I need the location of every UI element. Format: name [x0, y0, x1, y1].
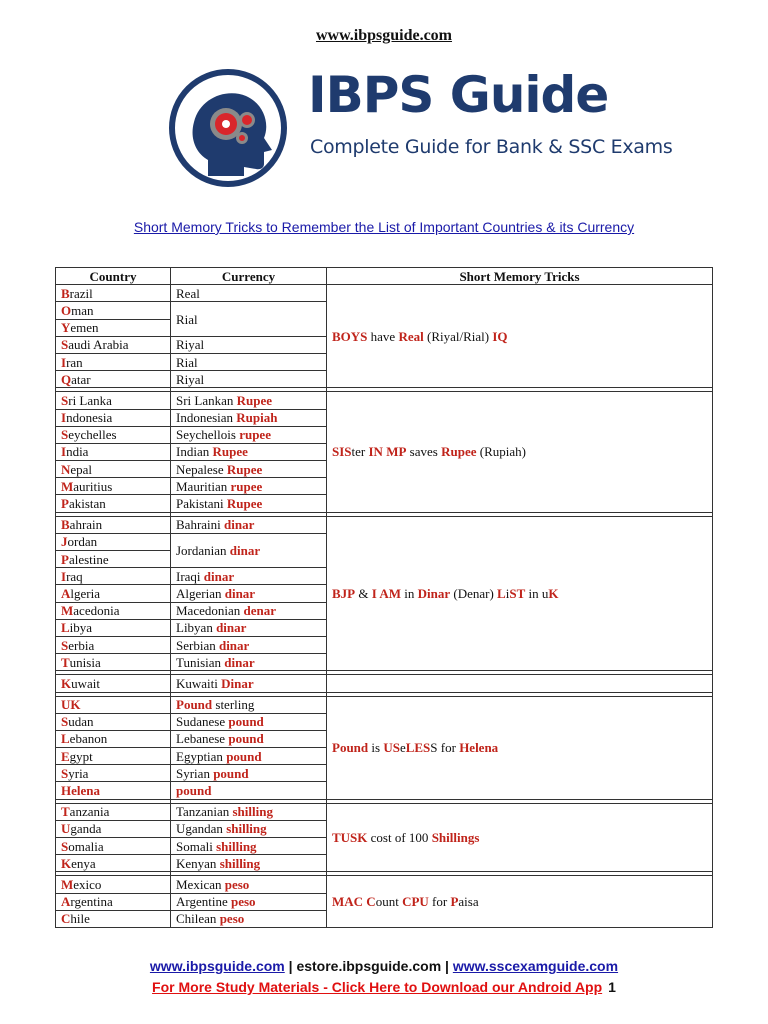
trick-text: i: [505, 585, 510, 601]
country-initial: B: [61, 517, 70, 533]
country-initial: S: [61, 838, 69, 854]
country-initial: N: [61, 461, 71, 477]
country-rest: epal: [70, 461, 93, 477]
country-rest: eychelles: [68, 427, 117, 443]
country-initial: Helena: [61, 783, 100, 799]
trick-text: e: [399, 740, 406, 756]
trick-text: &: [355, 585, 372, 601]
country-initial: S: [61, 637, 69, 653]
country-rest: uwait: [71, 675, 101, 691]
currency-text: Riyal: [176, 371, 205, 387]
trick-text: SIS: [332, 444, 352, 460]
country-initial: A: [61, 894, 71, 910]
country-cell: [56, 876, 171, 893]
country-initial: M: [61, 478, 74, 494]
country-cell: [56, 353, 171, 370]
country-rest: yria: [68, 765, 89, 781]
currency-text: Seychellois: [176, 427, 240, 443]
currency-cell: [171, 533, 327, 567]
table-row: [56, 876, 713, 893]
currency-text: Rial: [176, 311, 198, 327]
memory-trick-cell: [327, 392, 713, 512]
download-app-link[interactable]: For More Study Materials - Click Here to Download our Android App: [152, 979, 603, 995]
currency-text: Tunisian: [176, 654, 225, 670]
currency-text: denar: [243, 603, 277, 619]
currency-text: rupee: [230, 478, 263, 494]
country-initial: C: [61, 911, 71, 927]
country-cell: [56, 443, 171, 460]
trick-text: US: [383, 740, 400, 756]
country-cell: [56, 371, 171, 388]
currency-text: Pakistani: [176, 496, 227, 512]
currency-text: Serbian: [176, 637, 219, 653]
trick-text: K: [548, 585, 559, 601]
trick-text: Shillings: [431, 830, 480, 845]
currency-cell: [171, 748, 327, 765]
trick-text: S for: [430, 740, 460, 756]
currency-text: Chilean: [176, 911, 220, 927]
currency-text: Rupee: [236, 392, 273, 408]
country-cell: [56, 910, 171, 927]
country-rest: udan: [68, 714, 94, 730]
trick-text: in u: [525, 585, 549, 601]
country-cell: [56, 585, 171, 602]
currency-cell: [171, 675, 327, 692]
trick-text: ter: [351, 444, 369, 460]
trick-text: have: [367, 328, 399, 344]
currency-cell: [171, 730, 327, 747]
currency-text: Algerian: [176, 585, 225, 601]
page-number: 1: [608, 979, 616, 995]
memory-trick-cell: [327, 803, 713, 872]
currency-text: Kuwaiti: [176, 675, 222, 691]
currency-text: Rupee: [212, 444, 248, 460]
currency-cell: [171, 803, 327, 820]
currency-text: Somali: [176, 838, 217, 854]
memory-trick-cell: [327, 516, 713, 671]
currency-text: Sri Lankan: [176, 392, 237, 408]
country-cell: [56, 803, 171, 820]
currency-text: shilling: [216, 838, 257, 854]
trick-text: L: [497, 585, 506, 601]
currency-cell: [171, 426, 327, 443]
trick-text: BOYS: [332, 328, 368, 344]
country-initial: S: [61, 392, 69, 408]
currency-text: shilling: [219, 855, 261, 871]
trick-text: Real: [398, 328, 424, 344]
country-rest: acedonia: [73, 603, 120, 619]
currency-text: shilling: [226, 821, 267, 837]
country-initial: Y: [61, 320, 71, 336]
country-cell: [56, 461, 171, 478]
currency-text: pound: [226, 748, 262, 764]
footer-link-sscexamguide[interactable]: www.sscexamguide.com: [452, 958, 619, 974]
currency-cell: [171, 409, 327, 426]
currency-text: Kenyan: [176, 855, 220, 871]
country-initial: T: [61, 654, 70, 670]
currency-text: Dinar: [221, 675, 254, 691]
country-rest: rgentina: [70, 894, 113, 910]
country-cell: [56, 285, 171, 302]
country-rest: ndonesia: [66, 410, 113, 426]
country-initial: I: [61, 410, 67, 426]
table-row: [56, 392, 713, 409]
country-rest: ordan: [67, 534, 98, 550]
country-rest: ebanon: [69, 731, 108, 747]
currency-cell: [171, 765, 327, 782]
currency-text: Mexican: [176, 876, 225, 892]
country-rest: gypt: [69, 748, 93, 764]
currency-cell: [171, 516, 327, 533]
country-initial: I: [61, 444, 67, 460]
country-cell: [56, 675, 171, 692]
country-initial: UK: [61, 697, 81, 713]
country-rest: anzania: [69, 804, 110, 820]
country-initial: M: [61, 876, 74, 892]
currency-cell: [171, 461, 327, 478]
currency-cell: [171, 654, 327, 671]
trick-text: (Riyal/Rial): [423, 328, 493, 344]
country-cell: [56, 568, 171, 585]
currency-text: peso: [224, 876, 250, 892]
trick-text: LES: [405, 740, 431, 756]
country-cell: [56, 533, 171, 550]
currency-text: dinar: [224, 517, 255, 533]
country-rest: emen: [70, 320, 99, 336]
country-initial: Q: [61, 371, 72, 387]
trick-text: TUSK: [332, 830, 368, 845]
country-rest: omalia: [68, 838, 104, 854]
currency-text: Rial: [176, 354, 198, 370]
country-rest: audi Arabia: [68, 337, 129, 353]
country-rest: exico: [73, 876, 102, 892]
table-row: [56, 285, 713, 302]
currency-text: Syrian: [176, 765, 214, 781]
trick-text: Pound: [332, 740, 369, 756]
country-rest: alestine: [68, 551, 109, 567]
currency-cell: [171, 820, 327, 837]
currency-text: Pound: [176, 697, 213, 713]
table-row: [56, 675, 713, 692]
column-header: Short Memory Tricks: [327, 268, 713, 285]
currency-text: Macedonian: [176, 603, 244, 619]
currency-text: rupee: [239, 427, 271, 443]
trick-text: saves: [406, 444, 442, 460]
currency-cell: [171, 353, 327, 370]
currency-cell: [171, 302, 327, 336]
country-cell: [56, 409, 171, 426]
trick-text: I AM: [371, 585, 401, 601]
trick-text: BJP: [332, 585, 356, 601]
memory-trick-cell: [327, 285, 713, 388]
country-initial: K: [61, 855, 72, 871]
currency-text: Iraqi: [176, 568, 204, 584]
trick-text: ST: [509, 585, 526, 601]
country-initial: M: [61, 603, 74, 619]
country-cell: [56, 392, 171, 409]
trick-text: Dinar: [417, 585, 451, 601]
brand-name: IBPS Guide: [308, 66, 609, 124]
trick-text: IQ: [492, 328, 508, 344]
memory-trick-cell: [327, 876, 713, 928]
currency-text: dinar: [224, 654, 255, 670]
currency-text: pound: [176, 783, 212, 799]
currency-text: dinar: [203, 568, 235, 584]
country-rest: unisia: [69, 654, 101, 670]
country-cell: [56, 495, 171, 512]
country-rest: erbia: [68, 637, 95, 653]
country-rest: ri Lanka: [68, 392, 112, 408]
country-cell: [56, 654, 171, 671]
currency-cell: [171, 443, 327, 460]
footer-link-ibpsguide[interactable]: www.ibpsguide.com: [149, 958, 285, 974]
country-rest: auritius: [73, 478, 113, 494]
currency-cell: [171, 855, 327, 872]
currency-text: Mauritian: [176, 478, 231, 494]
currency-text: Nepalese: [176, 461, 227, 477]
country-initial: O: [61, 302, 72, 318]
currency-cell: [171, 910, 327, 927]
currency-text: Tanzanian: [176, 804, 233, 820]
country-cell: [56, 302, 171, 319]
country-initial: L: [61, 620, 70, 636]
currency-cell: [171, 838, 327, 855]
footer-links: [0, 958, 768, 974]
trick-text: CPU: [402, 894, 429, 910]
currency-text: Ugandan: [176, 821, 227, 837]
country-initial: S: [61, 337, 69, 353]
currency-text: Riyal: [176, 337, 205, 353]
currency-text: dinar: [224, 585, 256, 601]
country-cell: [56, 838, 171, 855]
trick-text: C: [366, 894, 376, 910]
currency-cell: [171, 568, 327, 585]
country-cell: [56, 730, 171, 747]
currency-text: Libyan: [176, 620, 217, 636]
country-initial: E: [61, 748, 70, 764]
trick-text: (Rupiah): [476, 444, 526, 460]
country-initial: K: [61, 675, 72, 691]
currency-text: dinar: [229, 543, 261, 558]
header-url[interactable]: www.ibpsguide.com: [315, 27, 453, 44]
currency-cell: [171, 893, 327, 910]
trick-text: for: [428, 894, 451, 910]
country-rest: razil: [69, 285, 93, 301]
currency-cell: [171, 636, 327, 653]
column-header: Currency: [171, 268, 327, 285]
currency-text: Rupee: [226, 461, 263, 477]
table-row: [56, 516, 713, 533]
country-initial: A: [61, 585, 71, 601]
trick-text: MAC: [332, 894, 364, 910]
trick-text: IN MP: [368, 444, 407, 460]
country-initial: S: [61, 714, 69, 730]
currency-cell: [171, 713, 327, 730]
country-initial: S: [61, 765, 69, 781]
currency-cell: [171, 285, 327, 302]
country-rest: enya: [71, 855, 96, 871]
trick-text: aisa: [458, 894, 479, 910]
table-header-row: [56, 268, 713, 285]
currency-text: Real: [176, 285, 200, 301]
currency-text: dinar: [218, 637, 250, 653]
country-rest: ran: [66, 354, 83, 370]
currency-text: Rupiah: [236, 410, 278, 426]
country-cell: [56, 336, 171, 353]
memory-trick-cell: [327, 675, 713, 692]
country-cell: [56, 765, 171, 782]
country-cell: [56, 478, 171, 495]
currency-text: sterling: [212, 697, 255, 713]
trick-text: in: [401, 585, 418, 601]
currency-cell: [171, 371, 327, 388]
currency-text: Indian: [176, 444, 213, 460]
currency-cell: [171, 876, 327, 893]
country-rest: ahrain: [69, 517, 103, 533]
currency-cell: [171, 619, 327, 636]
currency-text: pound: [228, 714, 264, 730]
country-initial: U: [61, 821, 71, 837]
country-rest: raq: [66, 568, 83, 584]
currency-text: shilling: [232, 804, 273, 820]
currency-cell: [171, 696, 327, 713]
country-rest: ibya: [69, 620, 93, 636]
country-initial: J: [61, 534, 68, 550]
country-cell: [56, 602, 171, 619]
country-initial: P: [61, 551, 69, 567]
currency-cell: [171, 478, 327, 495]
currency-cell: [171, 392, 327, 409]
head-gears-icon: [168, 68, 288, 188]
currency-text: Sudanese: [176, 714, 229, 730]
footer-separator: | estore.ibpsguide.com |: [284, 958, 453, 974]
country-initial: L: [61, 731, 70, 747]
trick-text: P: [450, 894, 459, 910]
currency-text: peso: [231, 894, 256, 910]
currency-text: Lebanese: [176, 731, 229, 747]
country-rest: atar: [71, 371, 91, 387]
currency-text: Egyptian: [176, 748, 227, 764]
country-cell: [56, 748, 171, 765]
currency-cell: [171, 495, 327, 512]
country-initial: I: [61, 568, 67, 584]
currency-text: peso: [219, 911, 245, 927]
column-header: Country: [56, 268, 171, 285]
country-cell: [56, 696, 171, 713]
brand-tagline: Complete Guide for Bank & SSC Exams: [310, 136, 673, 158]
trick-text: (Denar): [450, 585, 498, 601]
currency-text: pound: [228, 731, 264, 747]
trick-text: cost of 100: [367, 830, 432, 845]
currency-cell: [171, 782, 327, 799]
currency-text: Indonesian: [176, 410, 237, 426]
ibps-guide-logo: [168, 66, 673, 188]
country-cell: [56, 636, 171, 653]
page-title: Short Memory Tricks to Remember the List of Important Countries & its Currency: [133, 219, 635, 235]
country-cell: [56, 426, 171, 443]
country-cell: [56, 551, 171, 568]
currency-text: Jordanian: [176, 543, 230, 558]
country-cell: [56, 319, 171, 336]
country-initial: I: [61, 354, 67, 370]
country-rest: ndia: [66, 444, 89, 460]
footer-cta: [0, 979, 768, 995]
currency-cell: [171, 602, 327, 619]
trick-text: ount: [375, 894, 403, 910]
memory-trick-cell: [327, 696, 713, 799]
trick-text: Rupee: [441, 444, 477, 460]
country-initial: T: [61, 804, 70, 820]
country-rest: ganda: [70, 821, 102, 837]
country-rest: man: [71, 302, 94, 318]
country-cell: [56, 782, 171, 799]
currency-text: pound: [213, 765, 249, 781]
country-cell: [56, 893, 171, 910]
country-rest: lgeria: [70, 585, 100, 601]
country-initial: S: [61, 427, 69, 443]
country-cell: [56, 516, 171, 533]
currency-text: dinar: [216, 620, 247, 636]
country-cell: [56, 855, 171, 872]
country-rest: akistan: [68, 496, 106, 512]
country-cell: [56, 820, 171, 837]
table-body: [56, 285, 713, 928]
currency-cell: [171, 585, 327, 602]
country-cell: [56, 619, 171, 636]
country-cell: [56, 713, 171, 730]
trick-text: Helena: [459, 740, 499, 756]
currency-text: Argentine: [176, 894, 231, 910]
table-row: [56, 696, 713, 713]
trick-text: is: [368, 740, 384, 756]
country-rest: hile: [70, 911, 90, 927]
table-row: [56, 803, 713, 820]
country-initial: B: [61, 285, 70, 301]
country-initial: P: [61, 496, 69, 512]
currency-cell: [171, 336, 327, 353]
currency-text: Bahraini: [176, 517, 225, 533]
currency-text: Rupee: [226, 496, 263, 512]
currency-table: [55, 267, 713, 928]
